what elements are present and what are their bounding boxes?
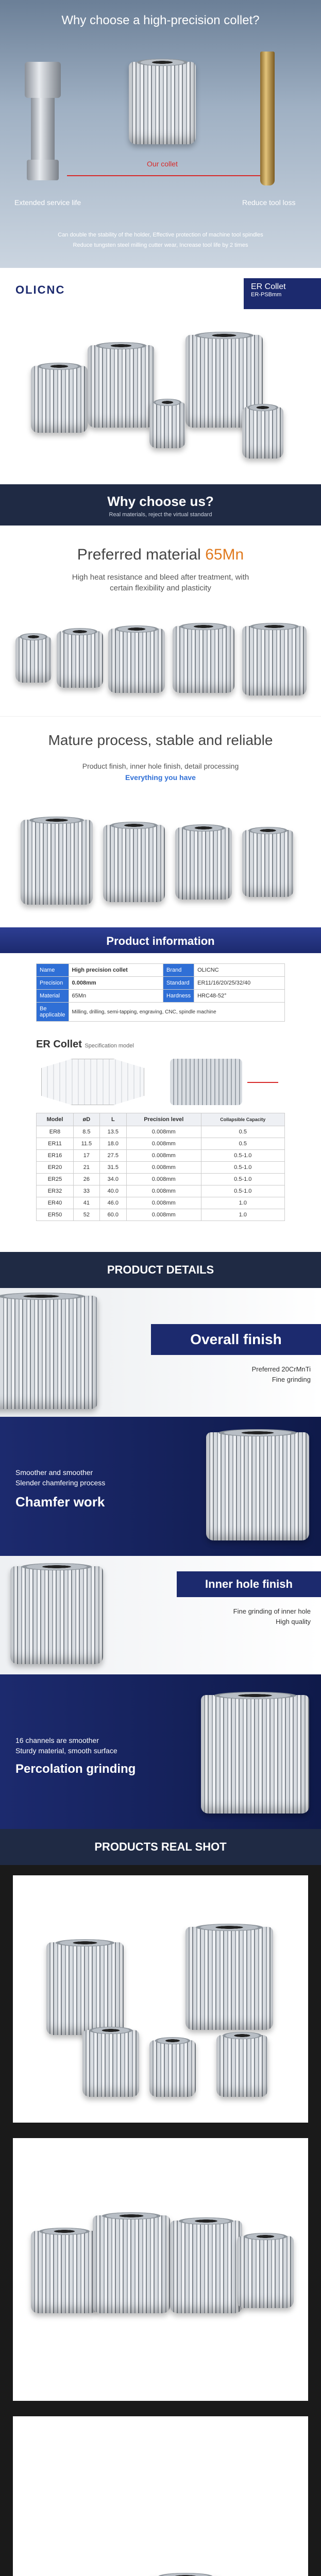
collet-icon bbox=[46, 1942, 124, 2035]
collet-icon bbox=[93, 2215, 170, 2313]
table-cell: 0.5-1.0 bbox=[201, 1185, 284, 1197]
info-key: Brand bbox=[163, 964, 194, 977]
info-key: Be applicable bbox=[37, 1003, 69, 1022]
brand-section bbox=[0, 268, 321, 484]
right-caption: Reduce tool loss bbox=[242, 198, 296, 207]
table-cell: 0.5 bbox=[201, 1126, 284, 1138]
real-shot-1 bbox=[0, 1865, 321, 2133]
info-key: Precision bbox=[37, 977, 69, 990]
percolation-section bbox=[0, 1674, 321, 1829]
chamfer-line1: Smoother and smoother bbox=[15, 1468, 93, 1477]
table-cell: ER16 bbox=[37, 1150, 74, 1162]
process-line2: Everything you have bbox=[125, 773, 196, 782]
column-header: øD bbox=[73, 1113, 99, 1126]
collet-icon bbox=[0, 1296, 98, 1409]
brand-logo: OLICNC bbox=[15, 283, 65, 296]
table-row bbox=[37, 990, 285, 1003]
info-value: Milling, drilling, semi-tapping, engraving, CNC, spindle machine bbox=[69, 1003, 284, 1022]
why-subtitle: Real materials, reject the virtual standard bbox=[109, 512, 212, 518]
chamfer-section bbox=[0, 1417, 321, 1556]
column-header: Precision level bbox=[126, 1113, 201, 1126]
details-banner bbox=[0, 1252, 321, 1288]
real-shot-title: PRODUCTS REAL SHOT bbox=[94, 1840, 227, 1853]
info-key: Material bbox=[37, 990, 69, 1003]
spec-header bbox=[36, 1039, 134, 1050]
info-key: Standard bbox=[163, 977, 194, 990]
table-cell: 0.5-1.0 bbox=[201, 1162, 284, 1174]
collet-icon bbox=[88, 345, 155, 428]
table-row bbox=[37, 1003, 285, 1022]
table-cell: 0.008mm bbox=[126, 1209, 201, 1221]
chamfer-title: Chamfer work bbox=[15, 1494, 105, 1510]
table-cell: ER32 bbox=[37, 1185, 74, 1197]
collet-icon bbox=[149, 2040, 196, 2097]
collet-icon bbox=[108, 629, 165, 693]
product-info-header bbox=[0, 927, 321, 953]
overall-line2: Fine grinding bbox=[272, 1376, 311, 1383]
collet-icon bbox=[149, 402, 185, 448]
process-title: Mature process, stable and reliable bbox=[48, 732, 273, 748]
collet-icon bbox=[242, 626, 307, 696]
table-cell: 0.008mm bbox=[126, 1162, 201, 1174]
hero-desc-line1: Can double the stability of the holder, Effective protection of machine tool spindles bbox=[58, 232, 263, 238]
table-cell: 17 bbox=[73, 1150, 99, 1162]
table-cell: 18.0 bbox=[99, 1138, 126, 1150]
material-title-plain: Preferred material bbox=[77, 546, 201, 563]
overall-finish-section bbox=[0, 1288, 321, 1417]
table-cell: 11.5 bbox=[73, 1138, 99, 1150]
table-header-row bbox=[37, 1113, 285, 1126]
table-row bbox=[37, 1126, 285, 1138]
brand-tag-sub: ER-PSBmm bbox=[251, 292, 282, 298]
inner-line2: High quality bbox=[276, 1618, 311, 1625]
collet-icon bbox=[21, 820, 93, 905]
table-cell: 8.5 bbox=[73, 1126, 99, 1138]
column-header: L bbox=[99, 1113, 126, 1126]
spec-table bbox=[36, 1113, 285, 1221]
table-cell: ER11 bbox=[37, 1138, 74, 1150]
table-cell: 21 bbox=[73, 1162, 99, 1174]
table-cell: 33 bbox=[73, 1185, 99, 1197]
info-value: 65Mn bbox=[69, 990, 163, 1003]
table-cell: 31.5 bbox=[99, 1162, 126, 1174]
left-caption: Extended service life bbox=[14, 198, 81, 207]
table-row bbox=[37, 1185, 285, 1197]
column-header: Collapsible Capacity bbox=[201, 1113, 284, 1126]
collet-icon bbox=[216, 2035, 268, 2097]
collet-icon bbox=[173, 626, 234, 693]
table-cell: 0.5-1.0 bbox=[201, 1174, 284, 1185]
table-row bbox=[37, 1138, 285, 1150]
perc-line2: Sturdy material, smooth surface bbox=[15, 1747, 117, 1755]
table-cell: 46.0 bbox=[99, 1197, 126, 1209]
brand-tag bbox=[244, 278, 321, 309]
arrow-icon bbox=[247, 1082, 278, 1083]
perc-title: Percolation grinding bbox=[15, 1762, 136, 1776]
material-line2: certain flexibility and plasticity bbox=[110, 584, 211, 592]
collet-icon bbox=[242, 830, 294, 897]
table-row bbox=[37, 977, 285, 990]
table-row bbox=[37, 1174, 285, 1185]
table-cell: 0.008mm bbox=[126, 1185, 201, 1197]
table-cell: 0.008mm bbox=[126, 1126, 201, 1138]
collet-icon bbox=[237, 2236, 294, 2308]
material-title bbox=[0, 546, 321, 564]
table-row bbox=[37, 1150, 285, 1162]
collet-icon bbox=[206, 1432, 309, 1540]
table-cell: 26 bbox=[73, 1174, 99, 1185]
collet-icon bbox=[175, 827, 232, 900]
collet-icon bbox=[242, 407, 283, 459]
collet-icon bbox=[15, 636, 52, 683]
hero-question: Why choose a high-precision collet? bbox=[61, 13, 260, 27]
overall-line1: Preferred 20CrMnTi bbox=[251, 1365, 311, 1373]
column-header: Model bbox=[37, 1113, 74, 1126]
spec-section bbox=[0, 1036, 321, 1252]
process-line1: Product finish, inner hole finish, detail processing bbox=[82, 762, 239, 770]
collet-drawing bbox=[41, 1059, 144, 1105]
table-cell: 34.0 bbox=[99, 1174, 126, 1185]
collet-icon bbox=[185, 1927, 273, 2030]
spec-title: ER Collet bbox=[36, 1039, 82, 1050]
spec-table-body bbox=[37, 1126, 285, 1221]
collet-icon bbox=[57, 631, 103, 688]
table-cell: ER25 bbox=[37, 1174, 74, 1185]
inner-title-box bbox=[177, 1571, 321, 1597]
our-collet-label: Our collet bbox=[147, 160, 178, 168]
end-mill-icon bbox=[260, 52, 275, 185]
hero-desc-line2: Reduce tungsten steel milling cutter wear, Increase tool life by 2 times bbox=[73, 242, 248, 248]
chamfer-line2: Slender chamfering process bbox=[15, 1479, 106, 1487]
hero-section bbox=[0, 0, 321, 268]
info-value: High precision collet bbox=[69, 964, 163, 977]
table-row bbox=[37, 1197, 285, 1209]
process-section bbox=[0, 716, 321, 927]
collet-icon bbox=[103, 825, 165, 902]
table-cell: 0.008mm bbox=[126, 1138, 201, 1150]
real-shot-2 bbox=[0, 2133, 321, 2411]
real-shot-banner bbox=[0, 1829, 321, 1865]
table-cell: 0.5 bbox=[201, 1138, 284, 1150]
perc-line1: 16 channels are smoother bbox=[15, 1736, 99, 1744]
table-cell: 40.0 bbox=[99, 1185, 126, 1197]
overall-title: Overall finish bbox=[190, 1331, 282, 1347]
collet-icon bbox=[31, 366, 88, 433]
info-value: 0.008mm bbox=[69, 977, 163, 990]
collet-photo bbox=[170, 1059, 242, 1105]
table-cell: 1.0 bbox=[201, 1197, 284, 1209]
inner-title: Inner hole finish bbox=[205, 1578, 293, 1590]
product-info-table bbox=[36, 963, 285, 1022]
product-info-section bbox=[0, 927, 321, 1036]
collet-icon bbox=[129, 62, 196, 144]
info-value: OLICNC bbox=[194, 964, 285, 977]
why-banner bbox=[0, 484, 321, 526]
table-cell: ER20 bbox=[37, 1162, 74, 1174]
collet-icon bbox=[201, 1695, 309, 1814]
material-title-accent: 65Mn bbox=[205, 546, 244, 563]
table-cell: 41 bbox=[73, 1197, 99, 1209]
why-title: Why choose us? bbox=[107, 494, 214, 509]
table-cell: ER50 bbox=[37, 1209, 74, 1221]
table-cell: 0.5-1.0 bbox=[201, 1150, 284, 1162]
table-cell: 13.5 bbox=[99, 1126, 126, 1138]
tool-holder-shank bbox=[31, 98, 55, 160]
collet-icon bbox=[31, 2231, 98, 2313]
table-cell: 52 bbox=[73, 1209, 99, 1221]
table-row bbox=[37, 1162, 285, 1174]
collet-icon bbox=[10, 1566, 103, 1664]
collet-icon bbox=[170, 2221, 242, 2313]
table-cell: ER40 bbox=[37, 1197, 74, 1209]
real-shot-3 bbox=[0, 2411, 321, 2576]
details-title: PRODUCT DETAILS bbox=[107, 1263, 214, 1276]
overall-title-box bbox=[151, 1324, 321, 1355]
material-line1: High heat resistance and bleed after treatment, with bbox=[72, 573, 249, 582]
table-cell: ER8 bbox=[37, 1126, 74, 1138]
table-cell: 27.5 bbox=[99, 1150, 126, 1162]
tool-holder-nut bbox=[27, 160, 59, 180]
material-section bbox=[0, 526, 321, 716]
photo-frame bbox=[13, 2416, 308, 2576]
inner-line1: Fine grinding of inner hole bbox=[233, 1607, 311, 1615]
info-key: Hardness bbox=[163, 990, 194, 1003]
info-value: ER11/16/20/25/32/40 bbox=[194, 977, 285, 990]
table-row bbox=[37, 964, 285, 977]
collet-icon bbox=[82, 2030, 139, 2097]
spec-subtitle: Specification model bbox=[85, 1043, 134, 1049]
inner-hole-section bbox=[0, 1556, 321, 1674]
table-cell: 60.0 bbox=[99, 1209, 126, 1221]
tool-holder-icon bbox=[25, 62, 61, 98]
brand-tag-title: ER Collet bbox=[251, 282, 286, 291]
table-cell: 0.008mm bbox=[126, 1174, 201, 1185]
table-cell: 0.008mm bbox=[126, 1150, 201, 1162]
table-row bbox=[37, 1209, 285, 1221]
table-cell: 1.0 bbox=[201, 1209, 284, 1221]
info-value: HRC48-52° bbox=[194, 990, 285, 1003]
table-cell: 0.008mm bbox=[126, 1197, 201, 1209]
arrow-icon bbox=[67, 175, 263, 176]
product-info-title: Product information bbox=[106, 935, 215, 947]
info-key: Name bbox=[37, 964, 69, 977]
